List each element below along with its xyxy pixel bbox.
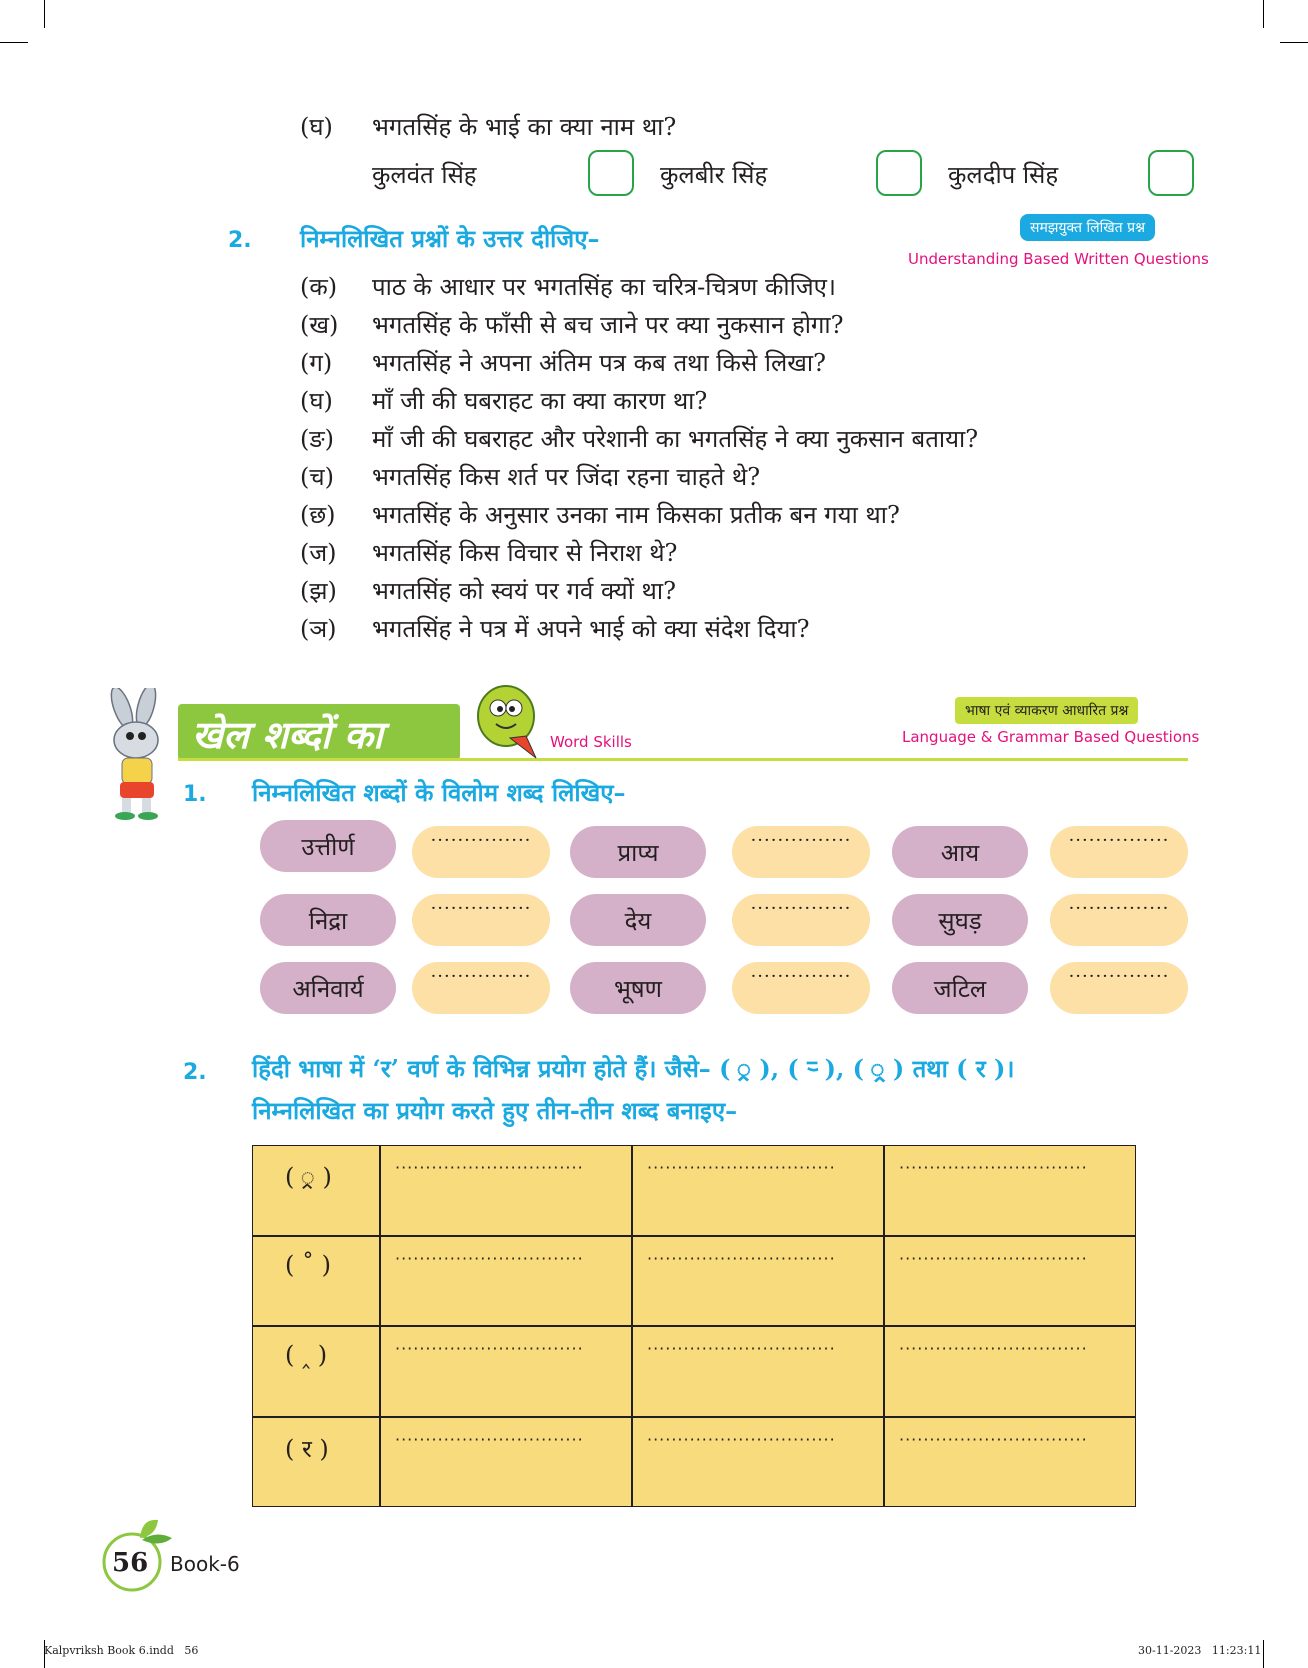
ra-usage-table bbox=[252, 1145, 1136, 1507]
question-type-tag: भाषा एवं व्याकरण आधारित प्रश्न bbox=[955, 697, 1138, 724]
question-text: भगतसिंह किस विचार से निराश थे? bbox=[372, 539, 678, 567]
question-label: (क) bbox=[300, 273, 338, 301]
option-label: कुलवंत सिंह bbox=[372, 161, 477, 189]
antonym-word: भूषण bbox=[570, 962, 706, 1014]
answer-blank[interactable]: ······························· bbox=[884, 1417, 1136, 1508]
ra-form-symbol: ( ˚ ) bbox=[252, 1236, 380, 1327]
question-text: माँ जी की घबराहट और परेशानी का भगतसिंह ने क्या नुकसान बताया? bbox=[372, 425, 979, 453]
answer-blank[interactable]: ······························· bbox=[632, 1236, 884, 1327]
section-heading: निम्नलिखित प्रश्नों के उत्तर दीजिए– bbox=[300, 224, 600, 253]
question-label: (घ) bbox=[300, 113, 333, 141]
antonym-word: उत्तीर्ण bbox=[260, 820, 396, 872]
answer-blank[interactable]: ······························· bbox=[380, 1326, 632, 1417]
section-number: 2. bbox=[228, 228, 252, 253]
question-text: पाठ के आधार पर भगतसिंह का चरित्र-चित्रण कीजिए। bbox=[372, 273, 837, 301]
question-text: भगतसिंह के अनुसार उनका नाम किसका प्रतीक बन गया था? bbox=[372, 501, 900, 529]
answer-blank[interactable]: ··············· bbox=[732, 826, 870, 878]
question-label: (ङ) bbox=[300, 425, 335, 453]
answer-blank[interactable]: ······························· bbox=[380, 1236, 632, 1327]
exercise-number: 2. bbox=[183, 1060, 207, 1085]
option-checkbox[interactable] bbox=[876, 150, 922, 196]
answer-blank[interactable]: ······························· bbox=[884, 1145, 1136, 1236]
question-label: (झ) bbox=[300, 577, 337, 605]
ra-form-symbol: ( ‸ ) bbox=[252, 1326, 380, 1417]
question-label: (ञ) bbox=[300, 615, 337, 643]
answer-blank[interactable]: ······························· bbox=[380, 1417, 632, 1508]
question-text: भगतसिंह के भाई का क्या नाम था? bbox=[372, 113, 677, 141]
answer-blank[interactable]: ······························· bbox=[884, 1326, 1136, 1417]
answer-blank[interactable]: ······························· bbox=[632, 1145, 884, 1236]
exercise-heading: निम्नलिखित शब्दों के विलोम शब्द लिखिए– bbox=[252, 778, 626, 807]
file-name: Kalpvriksh Book 6.indd 56 bbox=[44, 1644, 199, 1657]
answer-blank[interactable]: ··············· bbox=[1050, 826, 1188, 878]
ra-form-symbol: ( र ) bbox=[252, 1417, 380, 1508]
answer-blank[interactable]: ··············· bbox=[1050, 894, 1188, 946]
print-datetime: 30-11-2023 11:23:11 bbox=[1138, 1644, 1262, 1657]
book-label: Book-6 bbox=[170, 1552, 240, 1576]
option-checkbox[interactable] bbox=[588, 150, 634, 196]
antonym-word: देय bbox=[570, 894, 706, 946]
question-text: भगतसिंह किस शर्त पर जिंदा रहना चाहते थे? bbox=[372, 463, 761, 491]
question-label: (छ) bbox=[300, 501, 336, 529]
answer-blank[interactable]: ··············· bbox=[732, 894, 870, 946]
answer-blank[interactable]: ··············· bbox=[412, 962, 550, 1014]
question-label: (घ) bbox=[300, 387, 333, 415]
word-skills-title: खेल शब्दों का bbox=[192, 712, 383, 757]
banner-underline bbox=[178, 758, 1188, 761]
page-number: 56 bbox=[112, 1548, 149, 1578]
answer-blank[interactable]: ··············· bbox=[412, 894, 550, 946]
antonym-word: जटिल bbox=[892, 962, 1028, 1014]
word-skills-subtitle: Word Skills bbox=[550, 733, 632, 751]
question-type-subtitle: Language & Grammar Based Questions bbox=[902, 728, 1200, 746]
antonym-word: सुघड़ bbox=[892, 894, 1028, 946]
option-label: कुलबीर सिंह bbox=[660, 161, 768, 189]
exercise-heading: हिंदी भाषा में ‘र’ वर्ण के विभिन्न प्रयोग होते हैं। जैसे– ( ्र ), ( र्‍ ), ( ‍्र ) तथा ( र )। bbox=[252, 1054, 1015, 1083]
exercise-heading-line2: निम्नलिखित का प्रयोग करते हुए तीन-तीन शब्द बनाइए– bbox=[252, 1096, 738, 1125]
question-text: भगतसिंह ने अपना अंतिम पत्र कब तथा किसे लिखा? bbox=[372, 349, 827, 377]
exercise-number: 1. bbox=[183, 782, 207, 807]
antonym-word: निद्रा bbox=[260, 894, 396, 946]
answer-blank[interactable]: ··············· bbox=[732, 962, 870, 1014]
pencil-character-icon bbox=[470, 680, 544, 762]
answer-blank[interactable]: ··············· bbox=[412, 826, 550, 878]
antonym-word: आय bbox=[892, 826, 1028, 878]
option-label: कुलदीप सिंह bbox=[948, 161, 1059, 189]
answer-blank[interactable]: ··············· bbox=[1050, 962, 1188, 1014]
answer-blank[interactable]: ······························· bbox=[632, 1417, 884, 1508]
option-checkbox[interactable] bbox=[1148, 150, 1194, 196]
question-text: भगतसिंह ने पत्र में अपने भाई को क्या संदेश दिया? bbox=[372, 615, 810, 643]
antonym-word: अनिवार्य bbox=[260, 962, 396, 1014]
answer-blank[interactable]: ······························· bbox=[884, 1236, 1136, 1327]
question-label: (च) bbox=[300, 463, 334, 491]
antonym-word: प्राप्य bbox=[570, 826, 706, 878]
question-label: (ज) bbox=[300, 539, 337, 567]
question-label: (ग) bbox=[300, 349, 333, 377]
answer-blank[interactable]: ······························· bbox=[632, 1326, 884, 1417]
question-text: भगतसिंह के फाँसी से बच जाने पर क्या नुकसान होगा? bbox=[372, 311, 844, 339]
ra-form-symbol: ( ्र ) bbox=[252, 1145, 380, 1236]
rabbit-mascot-icon bbox=[100, 688, 180, 820]
question-type-tag: समझयुक्त लिखित प्रश्न bbox=[1020, 214, 1155, 241]
question-type-subtitle: Understanding Based Written Questions bbox=[908, 250, 1209, 268]
answer-blank[interactable]: ······························· bbox=[380, 1145, 632, 1236]
question-label: (ख) bbox=[300, 311, 339, 339]
question-text: भगतसिंह को स्वयं पर गर्व क्यों था? bbox=[372, 577, 676, 605]
question-text: माँ जी की घबराहट का क्या कारण था? bbox=[372, 387, 708, 415]
